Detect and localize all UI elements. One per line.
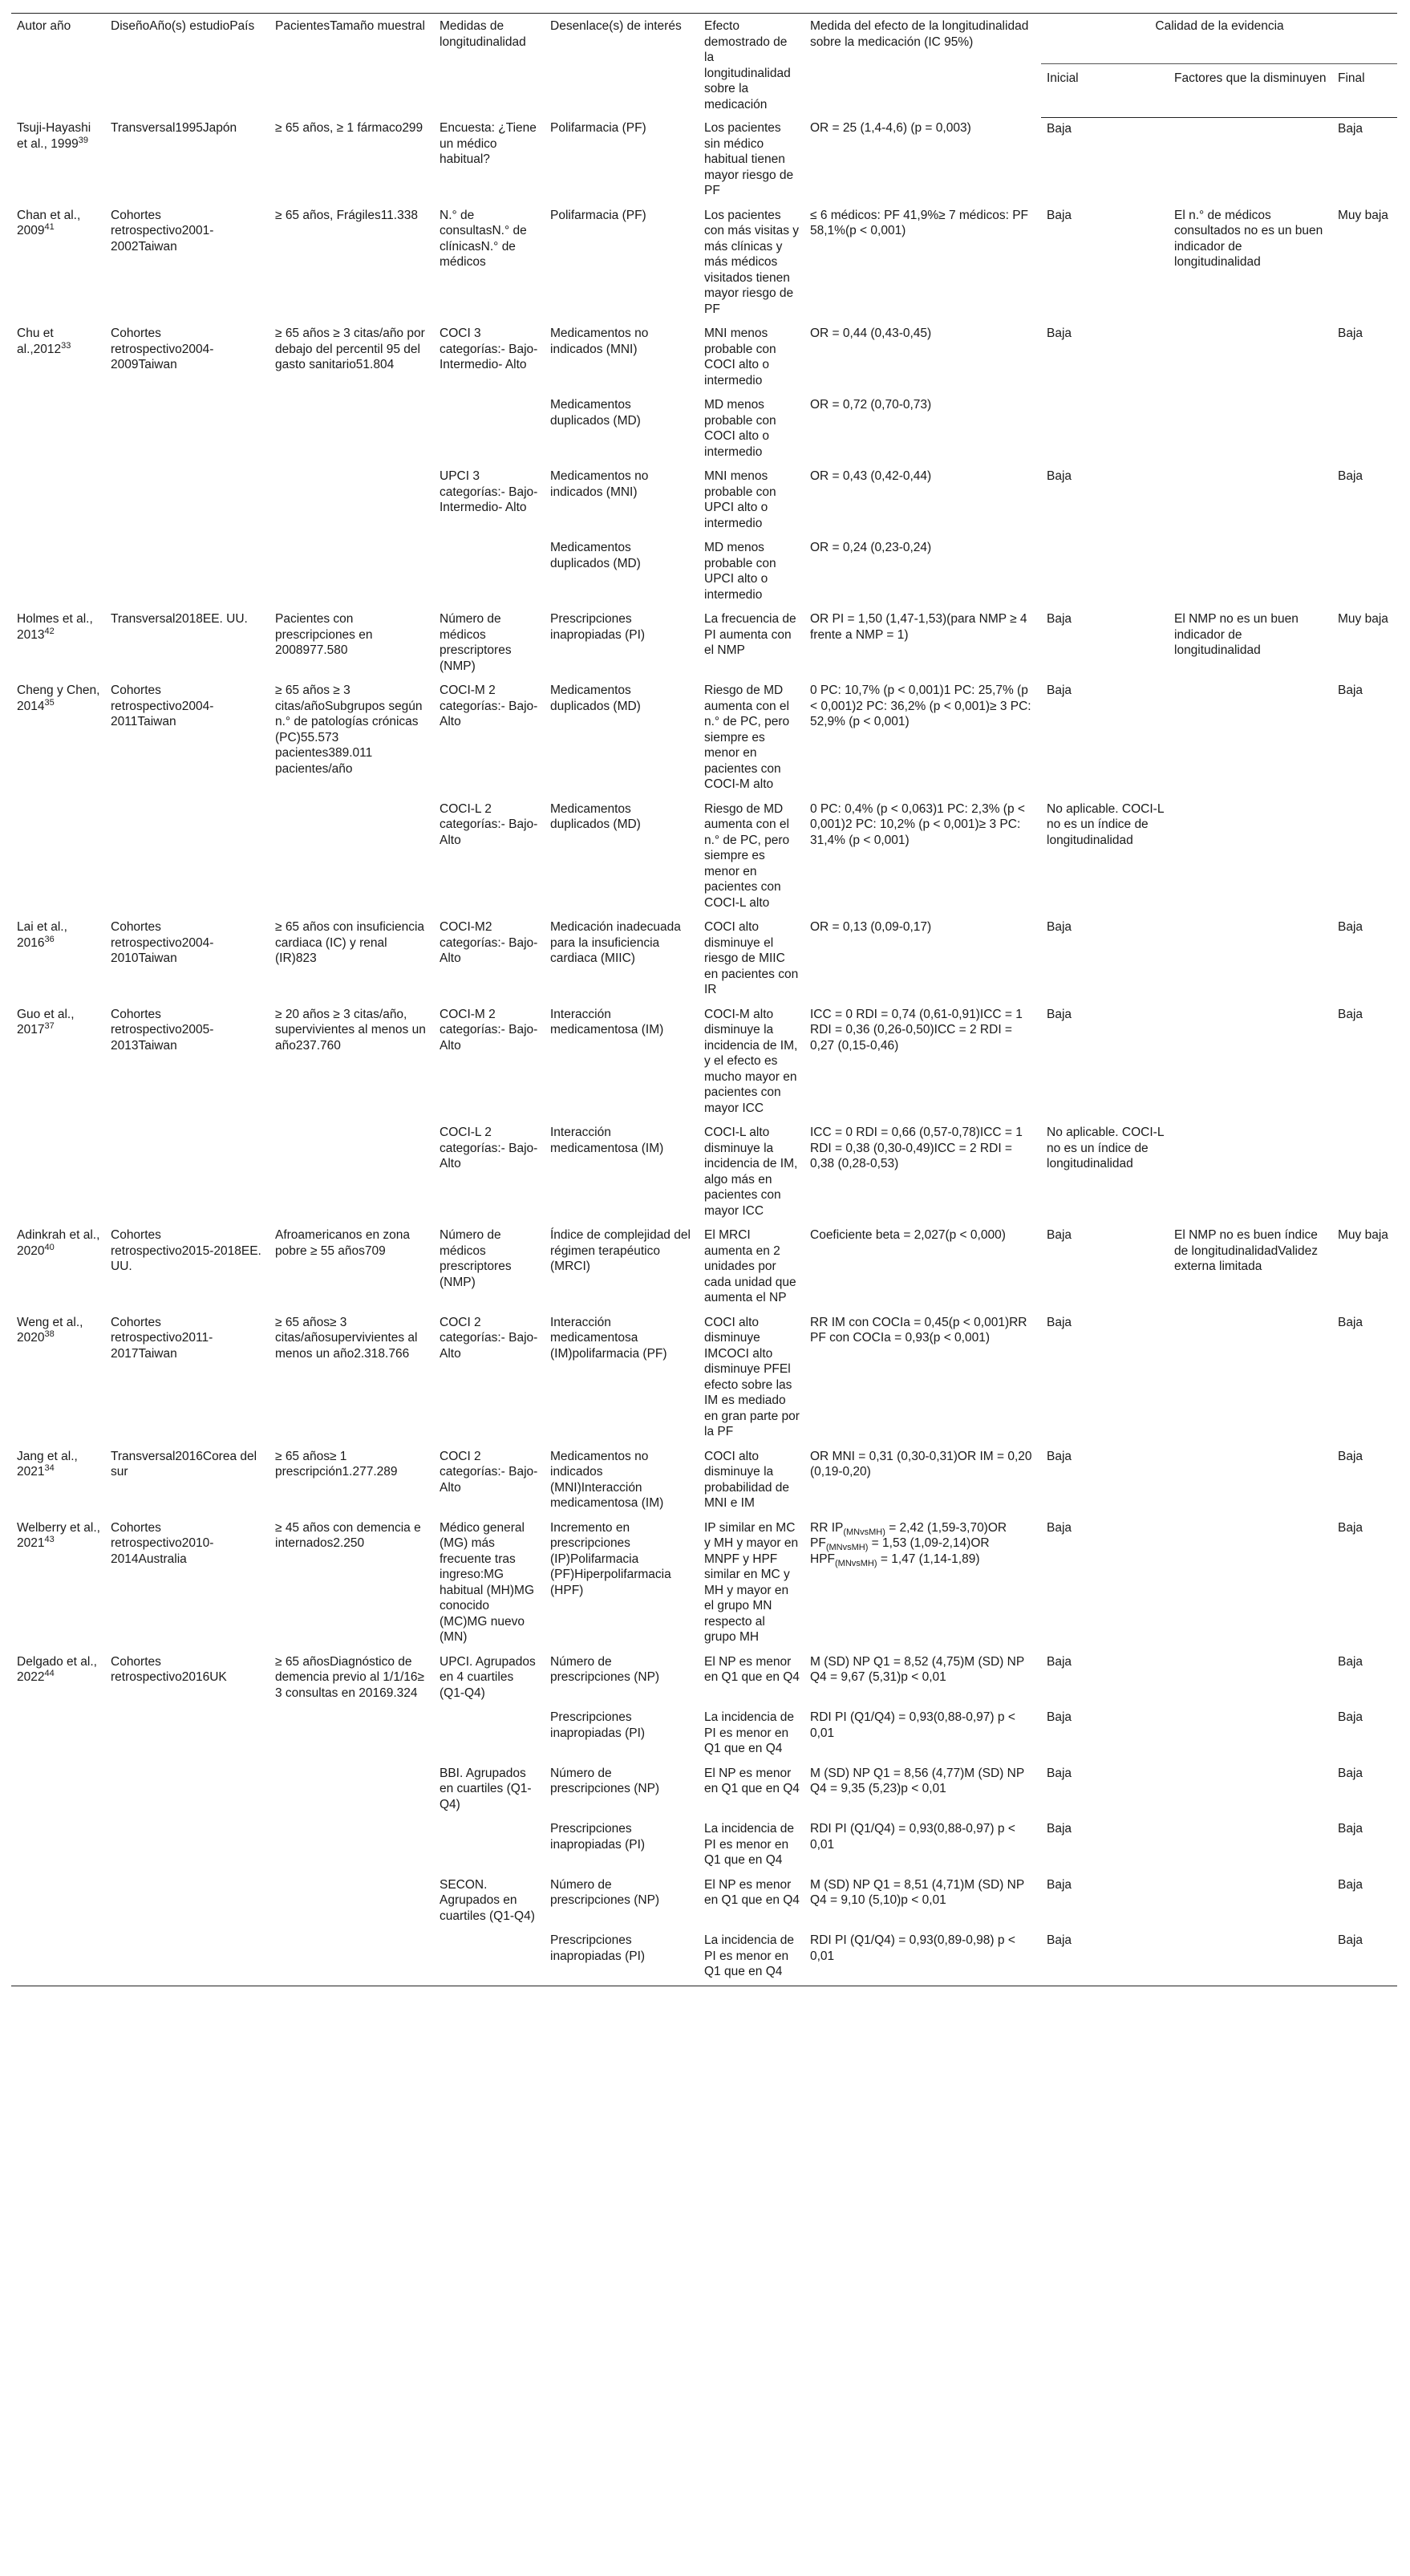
cell-efecto: MNI menos probable con UPCI alto o intermedio (704, 469, 776, 530)
cell-efecto: Riesgo de MD aumenta con el n.° de PC, pero siempre es menor en pacientes con COCI-M alto (704, 684, 790, 791)
cell-autor (11, 1651, 105, 1707)
cell-desenlace: Medicamentos duplicados (MD) (550, 541, 641, 570)
cell-medida-efecto: OR = 0,24 (0,23-0,24) (810, 541, 932, 554)
header-factores: Factores que la disminuyen (1169, 63, 1332, 117)
cell-inicial: Baja (1047, 469, 1072, 483)
table-row (11, 798, 1397, 917)
cell-desenlace: Medicamentos duplicados (MD) (550, 684, 641, 713)
cell-autor (11, 1446, 105, 1517)
cell-autor (11, 537, 105, 608)
cell-final: Baja (1338, 327, 1363, 340)
cell-autor (11, 1122, 105, 1224)
cell-medida: Número de médicos prescriptores (NMP) (440, 1228, 512, 1289)
cell-efecto: La frecuencia de PI aumenta con el NMP (704, 612, 796, 657)
cell-pacientes: ≥ 65 años≥ 1 prescripción1.277.289 (275, 1449, 398, 1479)
cell-factores (1169, 1004, 1332, 1122)
cell-desenlace: Incremento en prescripciones (IP)Polifarmacia (PF)Hiperpolifarmacia (HPF) (550, 1520, 671, 1597)
cell-medida-efecto: OR = 0,44 (0,43-0,45) (810, 327, 932, 340)
cell-medida-efecto: Coeficiente beta = 2,027(p < 0,000) (810, 1228, 1006, 1242)
cell-medida (434, 537, 545, 608)
cell-final: Baja (1338, 1520, 1363, 1535)
cell-medida-efecto: ICC = 0 RDI = 0,74 (0,61-0,91)ICC = 1 RDI = 0,36 (0,26-0,50)ICC = 2 RDI = 0,27 (0,15-0,46) (810, 1007, 1023, 1053)
cell-autor (11, 679, 105, 798)
header-medidas: Medidas de longitudinalidad (434, 14, 545, 118)
cell-medida-efecto: M (SD) NP Q1 = 8,56 (4,77)M (SD) NP Q4 = 9,35 (5,23)p < 0,01 (810, 1766, 1024, 1795)
cell-diseno: Transversal2016Corea del sur (111, 1449, 257, 1479)
cell-factores (1169, 394, 1332, 465)
cell-inicial: Baja (1047, 1520, 1072, 1535)
cell-diseno (105, 537, 269, 608)
table-row (11, 1004, 1397, 1122)
cell-medida: UPCI. Agrupados en 4 cuartiles (Q1-Q4) (440, 1654, 536, 1700)
effect-text: = 1,53 (1,09-2,14)OR HPF (810, 1536, 990, 1566)
cell-pacientes: ≥ 65 años ≥ 3 citas/añoSubgrupos según n.° de patologías crónicas (PC)55.573 pacientes389.011 pacientes/año (275, 684, 423, 776)
cell-desenlace: Número de prescripciones (NP) (550, 1877, 660, 1907)
cell-medida: COCI 2 categorías:- Bajo- Alto (440, 1315, 538, 1361)
cell-autor (11, 1224, 105, 1312)
cell-medida-efecto: OR MNI = 0,31 (0,30-0,31)OR IM = 0,20 (0,19-0,20) (810, 1449, 1032, 1479)
cell-inicial: Baja (1047, 612, 1072, 626)
cell-desenlace: Medicación inadecuada para la insuficiencia cardiaca (MIIC) (550, 920, 681, 965)
cell-medida: COCI 2 categorías:- Bajo- Alto (440, 1449, 538, 1495)
cell-inicial: Baja (1047, 1710, 1072, 1724)
cell-inicial: Baja (1047, 1228, 1072, 1242)
cell-desenlace: Índice de complejidad del régimen terapéutico (MRCI) (550, 1228, 691, 1273)
cell-medida: N.° de consultasN.° de clínicasN.° de médicos (440, 208, 527, 269)
cell-autor (11, 798, 105, 917)
table-row (11, 205, 1397, 323)
cell-pacientes (269, 1763, 434, 1819)
table-row (11, 1517, 1397, 1651)
cell-factores (1169, 798, 1332, 917)
cell-pacientes: ≥ 65 añosDiagnóstico de demencia previo al 1/1/16≥ 3 consultas en 20169.324 (275, 1654, 425, 1700)
cell-autor (11, 1312, 105, 1446)
cell-pacientes: ≥ 65 años, ≥ 1 fármaco299 (275, 121, 423, 135)
cell-autor (11, 394, 105, 465)
cell-factores: El n.° de médicos consultados no es un buen indicador de longitudinalidad (1174, 208, 1323, 269)
effect-text: RR IP (810, 1520, 844, 1535)
header-calidad: Calidad de la evidencia (1041, 14, 1397, 64)
header-desenlaces: Desenlace(s) de interés (545, 14, 699, 118)
table-row (11, 323, 1397, 394)
cell-medida: COCI-M 2 categorías:- Bajo- Alto (440, 684, 538, 728)
cell-inicial: Baja (1047, 684, 1072, 697)
reference-number: 38 (44, 1329, 55, 1339)
table-row (11, 1763, 1397, 1819)
cell-medida-efecto: 0 PC: 10,7% (p < 0,001)1 PC: 25,7% (p < 0,001)2 PC: 36,2% (p < 0,001)≥ 3 PC: 52,9% (p < 0,001) (810, 684, 1031, 728)
cell-desenlace: Interacción medicamentosa (IM)polifarmacia (PF) (550, 1315, 667, 1361)
cell-medida: COCI-L 2 categorías:- Bajo- Alto (440, 801, 538, 847)
reference-number: 43 (44, 1534, 55, 1544)
cell-factores: El NMP no es un buen indicador de longitudinalidad (1174, 612, 1299, 657)
cell-efecto: MD menos probable con COCI alto o intermedio (704, 398, 776, 459)
reference-number: 37 (44, 1020, 55, 1031)
cell-efecto: La incidencia de PI es menor en Q1 que en Q4 (699, 1929, 804, 1986)
cell-factores (1169, 1312, 1332, 1446)
cell-medida: UPCI 3 categorías:- Bajo- Intermedio- Alto (440, 469, 538, 514)
header-diseno: DiseñoAño(s) estudioPaís (105, 14, 269, 118)
cell-factores: El NMP no es buen índice de longitudinalidadValidez externa limitada (1174, 1228, 1318, 1273)
cell-final: Baja (1338, 1877, 1363, 1892)
cell-desenlace: Polifarmacia (PF) (550, 208, 646, 222)
table-row (11, 537, 1397, 608)
cell-factores (1169, 1874, 1332, 1930)
effect-text: = 1,47 (1,14-1,89) (877, 1552, 980, 1566)
cell-efecto: Los pacientes sin médico habitual tienen mayor riesgo de PF (704, 121, 794, 197)
cell-inicial: Baja (1047, 121, 1072, 136)
cell-medida-efecto: M (SD) NP Q1 = 8,52 (4,75)M (SD) NP Q4 = 9,67 (5,31)p < 0,01 (810, 1654, 1024, 1684)
table-row (11, 1224, 1397, 1312)
cell-factores (1169, 1122, 1332, 1224)
cell-diseno: Cohortes retrospectivo2010-2014Australia (111, 1520, 214, 1566)
cell-autor (11, 1517, 105, 1651)
cell-pacientes: ≥ 65 años con insuficiencia cardiaca (IC) y renal (IR)823 (275, 920, 425, 965)
cell-autor (11, 1706, 105, 1763)
table-row (11, 679, 1397, 798)
cell-final: Baja (1338, 121, 1363, 136)
author-text: Delgado et al., 2022 (17, 1654, 97, 1684)
table-body (11, 117, 1397, 1986)
cell-desenlace: Medicamentos no indicados (MNI) (550, 327, 649, 356)
cell-medida-efecto: OR = 0,43 (0,42-0,44) (810, 469, 932, 483)
table-row (11, 1874, 1397, 1930)
cell-desenlace: Prescripciones inapropiadas (PI) (550, 1710, 646, 1740)
cell-efecto: El NP es menor en Q1 que en Q4 (704, 1766, 800, 1795)
cell-diseno: Cohortes retrospectivo2004-2010Taiwan (111, 920, 214, 965)
header-efecto: Efecto demostrado de la longitudinalidad sobre la medicación (699, 14, 804, 118)
author-text: Weng et al., 2020 (17, 1315, 83, 1345)
cell-pacientes (269, 1122, 434, 1224)
cell-autor (11, 205, 105, 323)
header-final: Final (1332, 63, 1397, 117)
cell-medida-efecto: 0 PC: 0,4% (p < 0,063)1 PC: 2,3% (p < 0,001)2 PC: 10,2% (p < 0,001)≥ 3 PC: 31,4% (p < 0,001) (810, 801, 1025, 847)
cell-pacientes (269, 394, 434, 465)
cell-final: Baja (1338, 1007, 1363, 1021)
cell-final: Muy baja (1338, 612, 1388, 626)
cell-diseno: Transversal2018EE. UU. (111, 612, 248, 626)
reference-number: 40 (44, 1242, 55, 1252)
cell-desenlace: Número de prescripciones (NP) (550, 1766, 660, 1795)
table-row (11, 117, 1397, 205)
cell-diseno: Cohortes retrospectivo2004-2009Taiwan (111, 327, 214, 371)
cell-diseno (105, 1122, 269, 1224)
cell-final: Baja (1338, 1315, 1363, 1329)
cell-diseno (105, 798, 269, 917)
cell-autor (11, 117, 105, 205)
cell-inicial: Baja (1047, 327, 1072, 340)
cell-inicial: Baja (1047, 1315, 1072, 1329)
cell-desenlace: Número de prescripciones (NP) (550, 1654, 660, 1684)
cell-medida: COCI 3 categorías:- Bajo- Intermedio- Alto (440, 327, 538, 371)
cell-inicial: Baja (1047, 920, 1072, 934)
cell-autor (11, 1818, 105, 1874)
cell-diseno (105, 465, 269, 537)
cell-factores (1169, 537, 1332, 608)
cell-medida-efecto: OR = 0,72 (0,70-0,73) (810, 398, 932, 412)
cell-final (1332, 394, 1397, 465)
cell-factores (1169, 1517, 1332, 1651)
cell-factores (1169, 1763, 1332, 1819)
header-inicial: Inicial (1041, 63, 1169, 117)
table-row (11, 1312, 1397, 1446)
cell-inicial: Baja (1047, 1449, 1072, 1463)
reference-number: 34 (44, 1462, 55, 1473)
cell-diseno (105, 1929, 269, 1986)
cell-autor (11, 1004, 105, 1122)
cell-medida-efecto: OR = 0,13 (0,09-0,17) (810, 920, 932, 934)
cell-final: Muy baja (1338, 1228, 1388, 1242)
cell-final: Baja (1338, 1449, 1363, 1463)
author-text: Jang et al., 2021 (17, 1449, 78, 1479)
reference-number: 41 (44, 221, 55, 232)
cell-medida-efecto: RDI PI (Q1/Q4) = 0,93(0,88-0,97) p < 0,01 (810, 1710, 1015, 1740)
cell-final: Baja (1338, 469, 1363, 483)
cell-final (1332, 1122, 1397, 1224)
cell-pacientes (269, 537, 434, 608)
cell-final: Baja (1338, 1654, 1363, 1669)
cell-pacientes: Afroamericanos en zona pobre ≥ 55 años709 (275, 1228, 411, 1258)
cell-medida-efecto: M (SD) NP Q1 = 8,51 (4,71)M (SD) NP Q4 = 9,10 (5,10)p < 0,01 (810, 1877, 1024, 1907)
cell-diseno (105, 1763, 269, 1819)
cell-factores (1169, 1446, 1332, 1517)
cell-medida: COCI-M2 categorías:- Bajo- Alto (440, 920, 538, 965)
cell-diseno: Transversal1995Japón (111, 121, 237, 135)
cell-inicial: Baja (1041, 1929, 1169, 1986)
table-row (11, 394, 1397, 465)
cell-pacientes: ≥ 65 años ≥ 3 citas/año por debajo del percentil 95 del gasto sanitario51.804 (275, 327, 425, 371)
header-autor: Autor año (11, 14, 105, 118)
cell-medida-efecto (804, 1517, 1041, 1651)
cell-medida: COCI-L 2 categorías:- Bajo- Alto (440, 1126, 538, 1170)
author-text: Lai et al., 2016 (17, 920, 67, 950)
cell-efecto: El NP es menor en Q1 que en Q4 (704, 1654, 800, 1684)
cell-pacientes (269, 465, 434, 537)
reference-number: 33 (61, 340, 71, 351)
cell-medida: COCI-M 2 categorías:- Bajo- Alto (440, 1007, 538, 1053)
cell-pacientes (269, 1818, 434, 1874)
effect-subscript: (MNvsMH) (835, 1558, 877, 1568)
cell-efecto: La incidencia de PI es menor en Q1 que en Q4 (704, 1710, 795, 1755)
cell-diseno: Cohortes retrospectivo2005-2013Taiwan (111, 1007, 214, 1053)
cell-diseno (105, 1874, 269, 1930)
cell-efecto: Riesgo de MD aumenta con el n.° de PC, pero siempre es menor en pacientes con COCI-L alto (704, 801, 790, 910)
cell-pacientes: Pacientes con prescripciones en 2008977.580 (275, 612, 373, 657)
reference-number: 42 (44, 626, 55, 636)
effect-text: = 2,42 (1,59-3,70)OR PF (810, 1520, 1007, 1550)
cell-final: Baja (1338, 1710, 1363, 1724)
effect-subscript: (MNvsMH) (843, 1527, 885, 1537)
cell-inicial: Baja (1047, 1007, 1072, 1021)
cell-efecto: Los pacientes con más visitas y más clínicas y más médicos visitados tienen mayor riesgo de PF (704, 208, 800, 316)
cell-pacientes: ≥ 65 años≥ 3 citas/añosupervivientes al menos un año2.318.766 (275, 1315, 418, 1361)
cell-autor (11, 1874, 105, 1930)
cell-autor (11, 323, 105, 394)
cell-autor (11, 916, 105, 1004)
cell-factores (1169, 323, 1332, 394)
author-text: Guo et al., 2017 (17, 1007, 75, 1036)
cell-medida-efecto: RDI PI (Q1/Q4) = 0,93(0,88-0,97) p < 0,01 (810, 1822, 1015, 1852)
cell-efecto: COCI alto disminuye la probabilidad de MNI e IM (704, 1449, 790, 1510)
cell-medida: Encuesta: ¿Tiene un médico habitual? (440, 121, 537, 166)
cell-medida (434, 1929, 545, 1986)
table-row (11, 916, 1397, 1004)
cell-efecto: El MRCI aumenta en 2 unidades por cada unidad que aumenta el NP (704, 1228, 796, 1304)
cell-medida (434, 1706, 545, 1763)
cell-inicial: No aplicable. COCI-L no es un índice de longitudinalidad (1047, 801, 1164, 847)
reference-number: 35 (44, 697, 55, 708)
cell-factores (1169, 117, 1332, 205)
cell-pacientes: ≥ 20 años ≥ 3 citas/año, supervivientes al menos un año237.760 (275, 1007, 426, 1053)
cell-efecto: MNI menos probable con COCI alto o intermedio (704, 327, 776, 387)
reference-number: 36 (44, 934, 55, 944)
cell-final: Muy baja (1338, 208, 1388, 222)
cell-desenlace: Prescripciones inapropiadas (PI) (550, 1822, 646, 1852)
cell-factores (1169, 1706, 1332, 1763)
table-row (11, 465, 1397, 537)
cell-desenlace: Polifarmacia (PF) (550, 121, 646, 135)
author-text: Chan et al., 2009 (17, 208, 81, 237)
cell-efecto: COCI-L alto disminuye la incidencia de IM, algo más en pacientes con mayor ICC (704, 1126, 798, 1218)
cell-inicial (1041, 394, 1169, 465)
cell-autor (11, 1929, 105, 1986)
cell-final: Baja (1338, 1766, 1363, 1780)
cell-efecto: MD menos probable con UPCI alto o intermedio (704, 541, 776, 602)
header-medida-efecto: Medida del efecto de la longitudinalidad sobre la medicación (IC 95%) (804, 14, 1041, 118)
cell-medida: BBI. Agrupados en cuartiles (Q1-Q4) (440, 1766, 532, 1811)
cell-autor (11, 465, 105, 537)
table-row (11, 608, 1397, 679)
cell-final: Baja (1338, 1822, 1363, 1836)
cell-efecto: La incidencia de PI es menor en Q1 que en Q4 (704, 1822, 795, 1867)
cell-medida (434, 1818, 545, 1874)
header-pacientes: PacientesTamaño muestral (269, 14, 434, 118)
cell-medida-efecto: RR IM con COCIa = 0,45(p < 0,001)RR PF con COCIa = 0,93(p < 0,001) (810, 1315, 1027, 1345)
table-row (11, 1122, 1397, 1224)
cell-pacientes: ≥ 65 años, Frágiles11.338 (275, 208, 418, 222)
reference-number: 44 (44, 1668, 55, 1678)
cell-medida-efecto: OR PI = 1,50 (1,47-1,53)(para NMP ≥ 4 frente a NMP = 1) (810, 612, 1027, 642)
cell-inicial: Baja (1047, 1822, 1072, 1836)
cell-diseno: Cohortes retrospectivo2004-2011Taiwan (111, 684, 214, 728)
cell-inicial: No aplicable. COCI-L no es un índice de longitudinalidad (1047, 1126, 1164, 1170)
cell-pacientes (269, 1706, 434, 1763)
cell-diseno: Cohortes retrospectivo2011-2017Taiwan (111, 1315, 213, 1361)
cell-desenlace: Medicamentos duplicados (MD) (550, 398, 641, 428)
cell-medida-efecto: RDI PI (Q1/Q4) = 0,93(0,89-0,98) p < 0,01 (804, 1929, 1041, 1986)
evidence-table (11, 13, 1397, 1986)
table-row (11, 1446, 1397, 1517)
cell-diseno (105, 1818, 269, 1874)
effect-subscript: (MNvsMH) (825, 1543, 869, 1553)
header-row (11, 14, 1397, 64)
cell-pacientes (269, 798, 434, 917)
table-row (11, 1818, 1397, 1874)
cell-medida-efecto: ICC = 0 RDI = 0,66 (0,57-0,78)ICC = 1 RDI = 0,38 (0,30-0,49)ICC = 2 RDI = 0,38 (0,28-0,53) (810, 1126, 1023, 1170)
cell-final (1332, 537, 1397, 608)
cell-desenlace: Medicamentos duplicados (MD) (550, 801, 641, 831)
cell-medida: Número de médicos prescriptores (NMP) (440, 612, 512, 673)
author-text: Chu et al.,2012 (17, 327, 62, 356)
cell-medida-efecto: OR = 25 (1,4-4,6) (p = 0,003) (810, 121, 971, 135)
table-row (11, 1929, 1397, 1986)
author-text: Cheng y Chen, 2014 (17, 684, 100, 713)
cell-diseno: Cohortes retrospectivo2016UK (111, 1654, 227, 1684)
cell-pacientes (269, 1929, 434, 1986)
cell-efecto: IP similar en MC y MH y mayor en MNPF y HPF similar en MC y MH y mayor en el grupo MN respecto al grupo MH (704, 1520, 799, 1644)
cell-diseno: Cohortes retrospectivo2001-2002Taiwan (111, 208, 214, 254)
cell-inicial: Baja (1047, 208, 1072, 222)
reference-number: 39 (78, 135, 88, 145)
cell-medida (434, 394, 545, 465)
cell-final (1332, 798, 1397, 917)
cell-desenlace: Prescripciones inapropiadas (PI) (545, 1929, 699, 1986)
cell-diseno: Cohortes retrospectivo2015-2018EE. UU. (111, 1228, 261, 1273)
cell-factores (1169, 1651, 1332, 1707)
cell-factores (1169, 465, 1332, 537)
cell-autor (11, 608, 105, 679)
cell-diseno (105, 394, 269, 465)
cell-efecto: El NP es menor en Q1 que en Q4 (704, 1877, 800, 1907)
cell-medida-efecto: ≤ 6 médicos: PF 41,9%≥ 7 médicos: PF 58,1%(p < 0,001) (810, 208, 1029, 237)
cell-final: Baja (1338, 920, 1363, 934)
cell-medida: SECON. Agrupados en cuartiles (Q1-Q4) (440, 1877, 535, 1923)
cell-autor (11, 1763, 105, 1819)
cell-final: Baja (1332, 1929, 1397, 1986)
cell-final: Baja (1338, 684, 1363, 697)
author-text: Adinkrah et al., 2020 (17, 1228, 100, 1258)
cell-inicial: Baja (1047, 1877, 1072, 1892)
cell-efecto: COCI-M alto disminuye la incidencia de IM, y el efecto es mucho mayor en pacientes con mayor ICC (704, 1007, 798, 1115)
author-text: Tsuji-Hayashi et al., 1999 (17, 121, 91, 151)
cell-factores (1169, 679, 1332, 798)
author-text: Holmes et al., 2013 (17, 612, 93, 642)
cell-inicial: Baja (1047, 1766, 1072, 1780)
cell-desenlace: Medicamentos no indicados (MNI) (550, 469, 649, 499)
cell-factores (1169, 1818, 1332, 1874)
cell-pacientes (269, 1874, 434, 1930)
cell-desenlace: Medicamentos no indicados (MNI)Interacción medicamentosa (IM) (550, 1449, 664, 1510)
table-row (11, 1651, 1397, 1707)
cell-factores (1169, 916, 1332, 1004)
cell-factores (1169, 1929, 1332, 1986)
cell-inicial: Baja (1047, 1654, 1072, 1669)
cell-efecto: COCI alto disminuye el riesgo de MIIC en pacientes con IR (704, 920, 799, 996)
cell-desenlace: Prescripciones inapropiadas (PI) (550, 612, 646, 642)
cell-medida: Médico general (MG) más frecuente tras ingreso:MG habitual (MH)MG conocido (MC)MG nuevo (MN) (440, 1520, 534, 1644)
table-row (11, 1706, 1397, 1763)
author-text: Welberry et al., 2021 (17, 1520, 100, 1550)
cell-pacientes: ≥ 45 años con demencia e internados2.250 (275, 1520, 421, 1550)
cell-desenlace: Interacción medicamentosa (IM) (550, 1007, 664, 1036)
cell-efecto: COCI alto disminuye IMCOCI alto disminuye PFEl efecto sobre las IM es mediado en gran parte por la PF (704, 1315, 800, 1438)
cell-diseno (105, 1706, 269, 1763)
cell-inicial (1041, 537, 1169, 608)
cell-desenlace: Interacción medicamentosa (IM) (550, 1126, 664, 1155)
